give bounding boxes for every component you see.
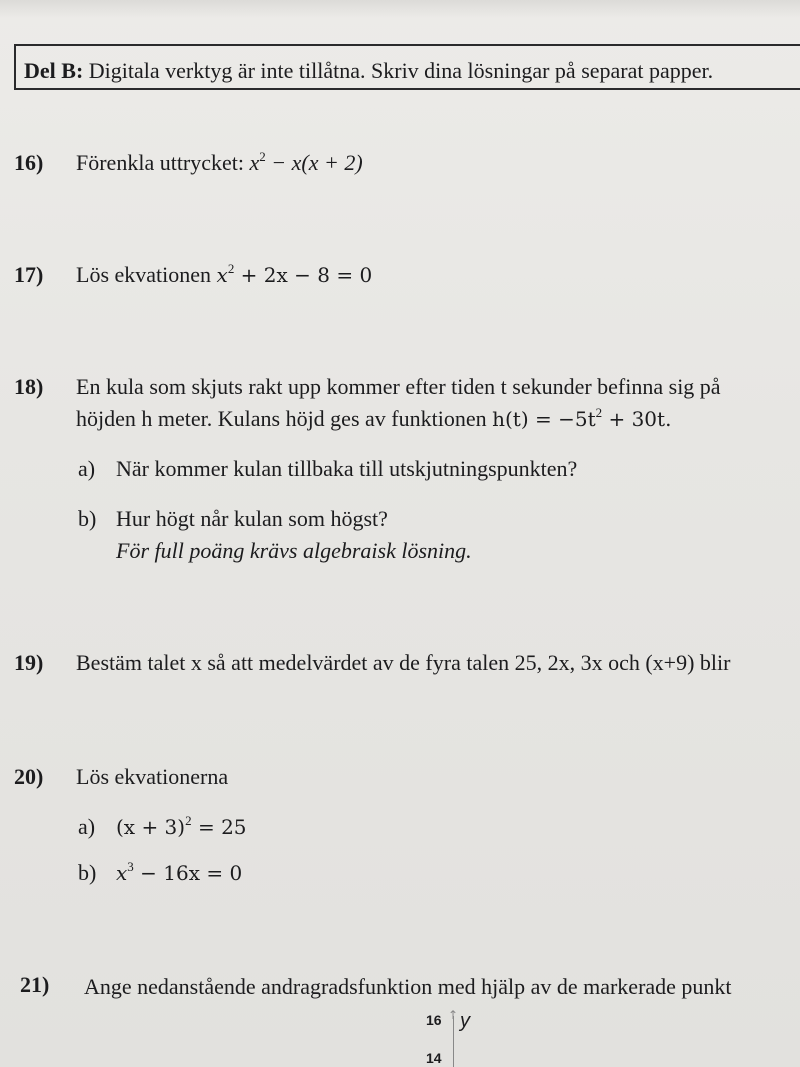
question-20a-expr <box>116 814 247 840</box>
question-16-number: 16) <box>14 150 44 175</box>
graph-fragment <box>420 1008 500 1067</box>
question-18a-text: När kommer kulan tillbaka till utskjutningspunkten? <box>116 456 578 481</box>
question-18-line2 <box>76 406 671 432</box>
question-20b-label: b) <box>78 860 97 885</box>
question-19-text: Bestäm talet x så att medelvärdet av de fyra talen 25, 2x, 3x och (x+9) blir <box>76 650 731 675</box>
question-18a-label: a) <box>78 456 96 481</box>
question-18b-note: För full poäng krävs algebraisk lösning. <box>116 538 472 563</box>
y-axis-label: y <box>460 1010 470 1032</box>
y-tick-14: 14 <box>426 1050 442 1066</box>
question-20a-expr-b: = 25 <box>191 815 247 839</box>
question-20a-exp: 2 <box>185 813 192 828</box>
question-17-text <box>76 262 372 288</box>
question-20b-expr <box>116 860 242 886</box>
question-17-expr-b: + 2x − 8 = 0 <box>234 263 373 287</box>
question-16-text <box>76 150 363 176</box>
y-axis-line <box>453 1016 454 1067</box>
question-20-text: Lös ekvationerna <box>76 764 229 789</box>
question-18-line1: En kula som skjuts rakt upp kommer efter tiden t sekunder befinna sig på <box>76 374 721 399</box>
question-16-expr-b: − x(x + 2) <box>265 150 363 175</box>
question-18-number: 18) <box>14 374 44 399</box>
question-21-text: Ange nedanstående andragradsfunktion med hjälp av de markerade punkt <box>84 974 732 999</box>
question-20a-label: a) <box>78 814 96 839</box>
page-edge-shadow <box>0 0 800 18</box>
question-18-line2-text: höjden h meter. Kulans höjd ges av funktionen <box>76 406 493 431</box>
question-20b-expr-b: − 16x = 0 <box>133 861 243 885</box>
arrow-up-icon: ↑ <box>448 1008 459 1022</box>
question-17-number: 17) <box>14 262 44 287</box>
question-18b-label: b) <box>78 506 97 531</box>
question-20-number: 20) <box>14 764 44 789</box>
question-18-func-a: h(t) = −5t <box>492 407 596 431</box>
question-17-expr-a: x <box>216 263 228 287</box>
question-16-prompt: Förenkla uttrycket: <box>76 150 250 175</box>
question-17-prompt: Lös ekvationen <box>76 262 217 287</box>
question-18-func-b: + 30t. <box>602 407 672 431</box>
section-header <box>14 44 800 90</box>
question-21-number: 21) <box>20 972 50 997</box>
section-header-bold: Del B: <box>24 58 84 83</box>
question-19-number: 19) <box>14 650 44 675</box>
question-16-exp: 2 <box>259 149 266 164</box>
question-18b-text: Hur högt når kulan som högst? <box>116 506 388 531</box>
question-20b-expr-a: x <box>116 861 128 885</box>
question-17-exp: 2 <box>227 261 235 276</box>
y-tick-16: 16 <box>426 1012 442 1028</box>
question-18-func-exp: 2 <box>595 405 603 420</box>
question-20a-expr-a: (x + 3) <box>116 815 186 839</box>
section-header-text: Digitala verktyg är inte tillåtna. Skriv dina lösningar på separat papper. <box>83 58 714 83</box>
question-20b-exp: 3 <box>127 859 134 874</box>
question-16-expr-a: x <box>249 150 260 175</box>
